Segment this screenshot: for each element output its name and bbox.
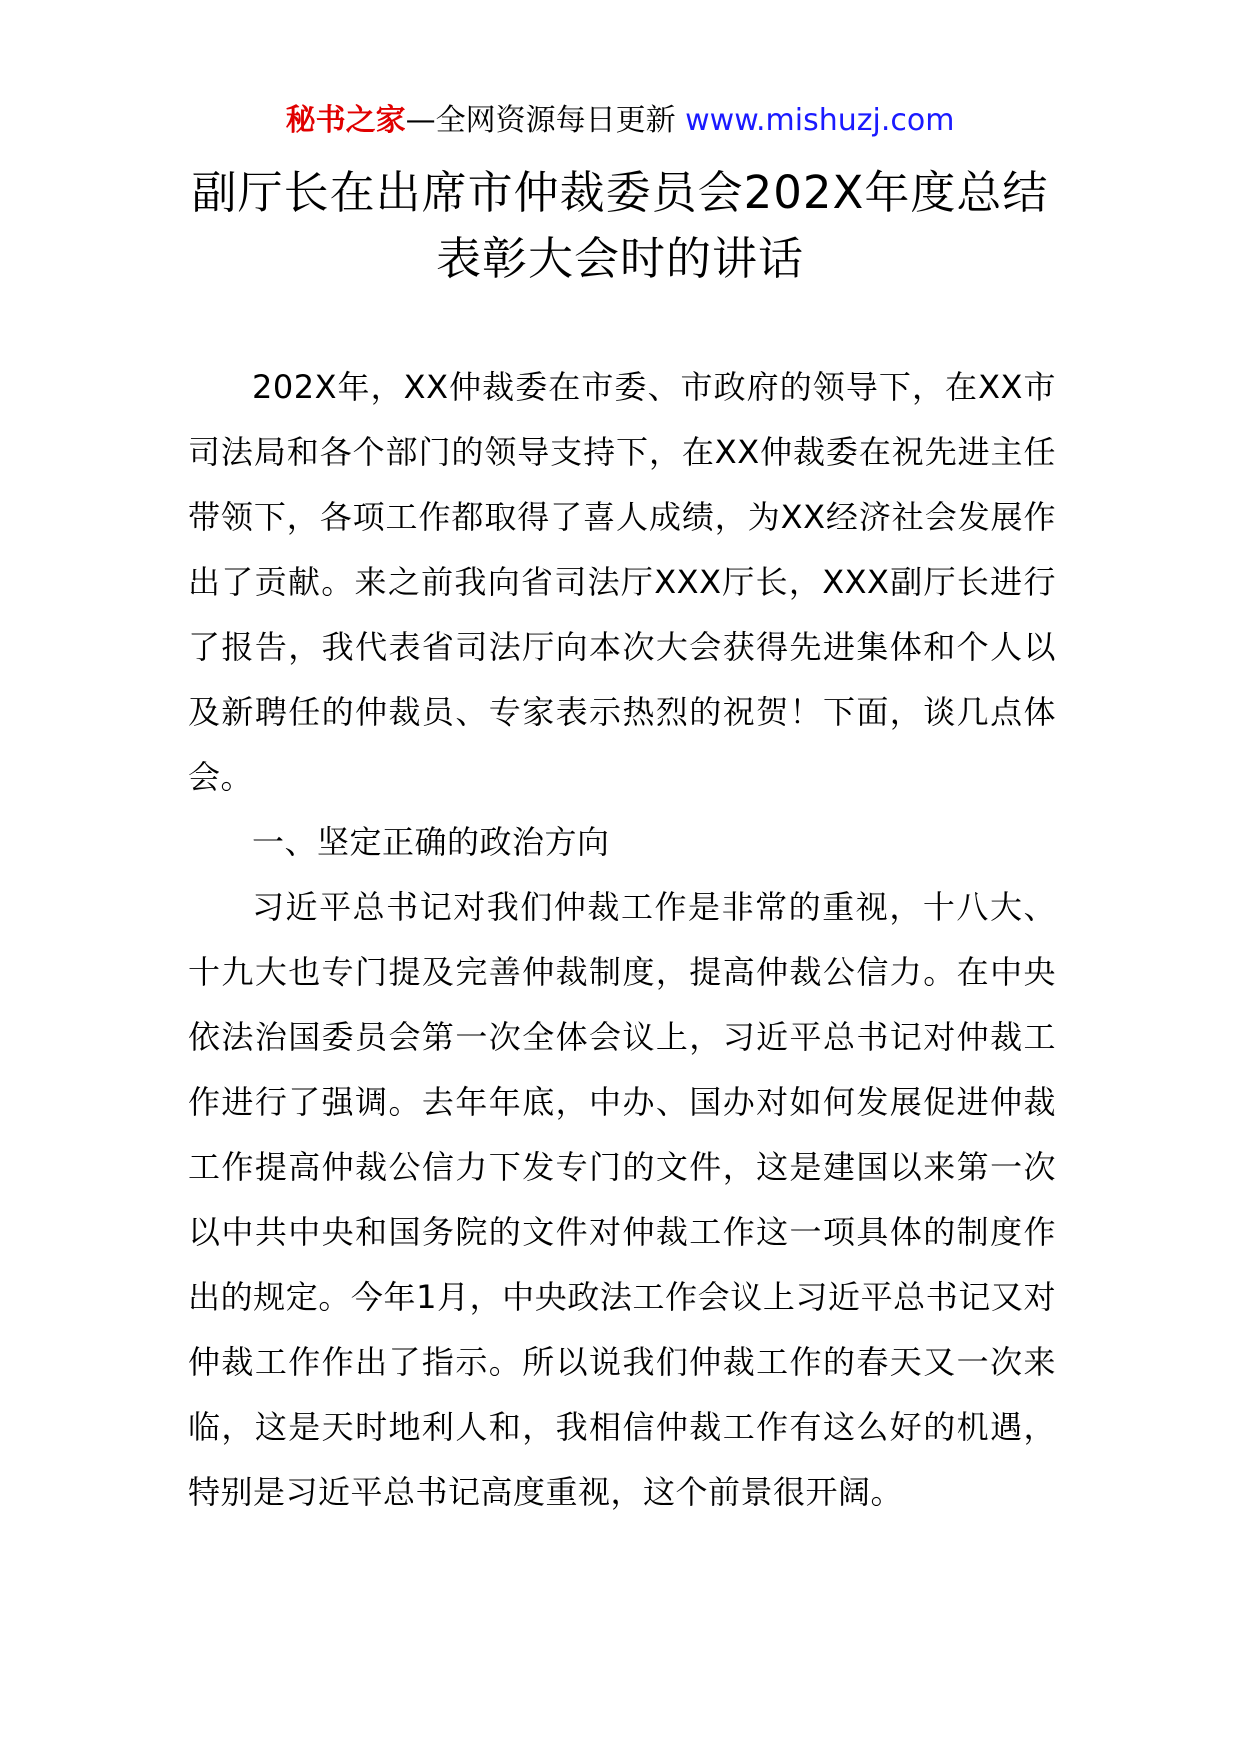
paragraph-2: 习近平总书记对我们仲裁工作是非常的重视，十八大、十九大也专门提及完善仲裁制度，提高仲裁公信力。在中央依法治国委员会第一次全体会议上，习近平总书记对仲裁工作进行了强调。去年年底，中办、国办对如何发展促进仲裁工作提高仲裁公信力下发专门的文件，这是建国以来第一次以中共中央和国务院的文件对仲裁工作这一项具体的制度作出的规定。今年1月，中央政法工作会议上习近平总书记又对仲裁工作作出了指示。所以说我们仲裁工作的春天又一次来临，这是天时地利人和，我相信仲裁工作有这么好的机遇，特别是习近平总书记高度重视，这个前景很开阔。 <box>188 888 1056 1511</box>
title-line-1: 副厅长在出席市仲裁委员会202X年度总结 <box>191 166 1049 219</box>
section-heading-1: 一、坚定正确的政治方向 <box>252 823 610 861</box>
header-tagline: —全网资源每日更新 <box>405 103 686 138</box>
document-body <box>188 355 1056 1525</box>
site-url-link[interactable]: www.mishuzj.com <box>685 103 955 138</box>
brand-name: 秘书之家 <box>285 103 406 138</box>
title-line-2: 表彰大会时的讲话 <box>435 232 804 285</box>
site-header <box>0 98 1240 144</box>
document-title <box>140 160 1100 292</box>
paragraph-1: 202X年，XX仲裁委在市委、市政府的领导下，在XX市司法局和各个部门的领导支持下，在XX仲裁委在祝先进主任带领下，各项工作都取得了喜人成绩，为XX经济社会发展作出了贡献。来之前我向省司法厅XXX厅长，XXX副厅长进行了报告，我代表省司法厅向本次大会获得先进集体和个人以及新聘任的仲裁员、专家表示热烈的祝贺！下面，谈几点体会。 <box>188 368 1056 796</box>
